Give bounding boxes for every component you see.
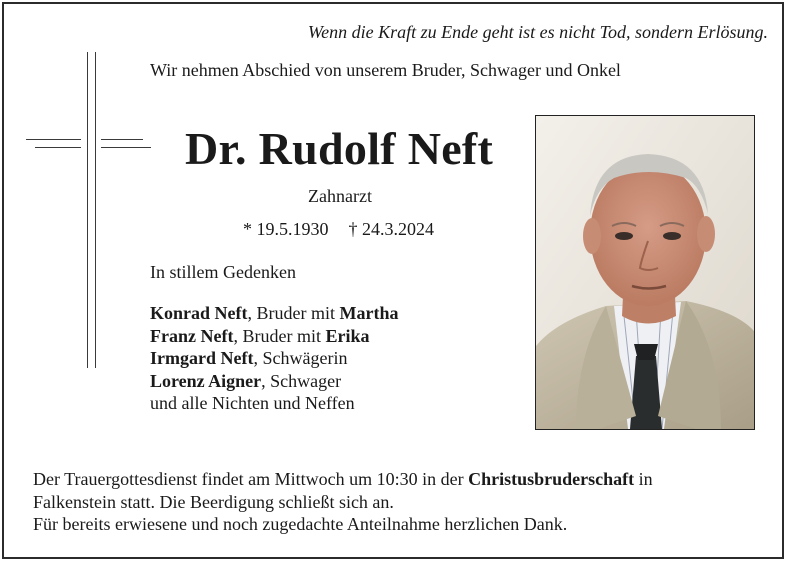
cross-ornament-line	[101, 139, 143, 140]
cross-ornament-line	[26, 139, 81, 140]
portrait-illustration	[536, 116, 754, 429]
mourner-relation: , Schwager	[261, 370, 342, 391]
life-dates	[243, 219, 434, 240]
death-date: † 24.3.2024	[348, 219, 434, 239]
mourner-relation: , Bruder mit	[247, 303, 340, 323]
mourner-partner: Erika	[325, 325, 370, 346]
mourners-list	[150, 302, 398, 415]
service-text: in	[634, 469, 653, 489]
service-line	[33, 468, 653, 491]
mourner-row	[150, 347, 398, 370]
cross-ornament-line	[101, 147, 151, 148]
intro-line: Wir nehmen Abschied von unserem Bruder, Schwager und Onkel	[150, 60, 621, 80]
mourner-row	[150, 370, 398, 393]
memoriam-line: In stillem Gedenken	[150, 262, 296, 282]
mourner-row	[150, 302, 398, 325]
service-location: Christusbruderschaft	[468, 469, 635, 489]
mourner-name: Konrad Neft	[150, 303, 248, 323]
deceased-profession: Zahnarzt	[308, 186, 372, 206]
cross-ornament-line	[95, 52, 96, 368]
portrait-photo	[535, 115, 755, 430]
mourner-relation: , Schwägerin	[253, 348, 348, 368]
mourner-relation: , Bruder mit	[233, 325, 326, 346]
cross-ornament-line	[87, 52, 88, 368]
mourner-partner: Martha	[339, 303, 399, 323]
motto: Wenn die Kraft zu Ende geht ist es nicht Tod, sondern Erlösung.	[307, 22, 768, 42]
mourner-name: Lorenz Aigner	[150, 370, 262, 391]
mourner-name: Irmgard Neft	[150, 348, 254, 368]
service-line: Falkenstein statt. Die Beerdigung schließt sich an.	[33, 491, 394, 512]
thanks-line: Für bereits erwiesene und noch zugedachte Anteilnahme herzlichen Dank.	[33, 514, 568, 534]
service-information	[33, 468, 653, 536]
deceased-name: Dr. Rudolf Neft	[185, 123, 494, 174]
mourner-name: Franz Neft	[150, 325, 234, 346]
service-text: Der Trauergottesdienst findet am Mittwoch um 10:30 in der	[33, 469, 469, 489]
cross-ornament-line	[35, 147, 81, 148]
mourners-closing: und alle Nichten und Neffen	[150, 393, 355, 413]
mourner-row	[150, 325, 398, 348]
birth-date: * 19.5.1930	[243, 219, 329, 239]
